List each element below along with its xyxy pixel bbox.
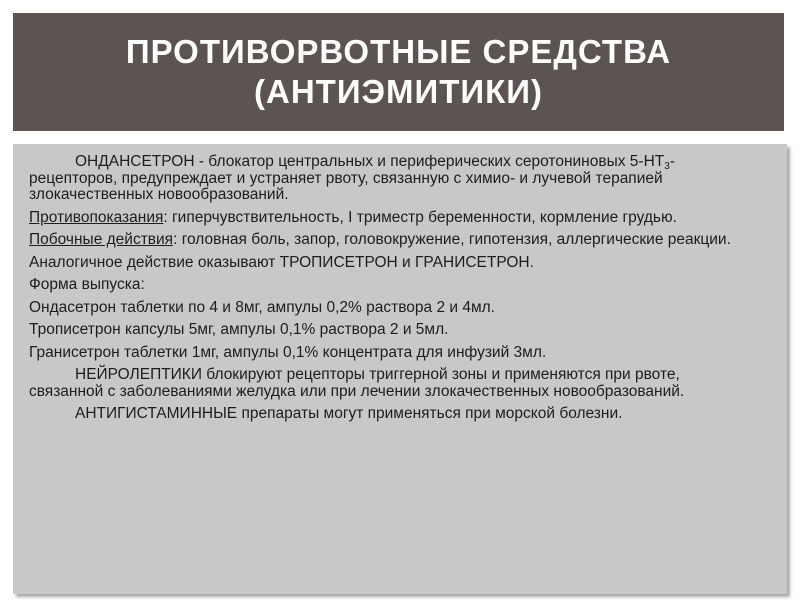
form-header: Форма выпуска: [29, 276, 145, 293]
form-tropisetron: Трописетрон капсулы 5мг, ампулы 0,1% раствора 2 и 5мл. [29, 321, 449, 338]
form-ondansetron: Ондасетрон таблетки по 4 и 8мг, ампулы 0,2% раствора 2 и 4мл. [29, 298, 495, 316]
ondansetron-text-end: -рецепторов, предупреждает и устраняет рвоту, связанную с химио- и лучевой терапией злокачественных новообразований. [29, 153, 675, 203]
contraindications-text: : гиперчувствительность, I триместр беременности, кормление грудью. [163, 208, 677, 226]
form-granisetron: Гранисетрон таблетки 1мг, ампулы 0,1% концентрата для инфузий 3мл. [29, 343, 547, 361]
ondansetron-paragraph [29, 154, 757, 204]
antihistamines-paragraph: АНТИГИСТАМИННЫЕ препараты могут применяться при морской болезни. [75, 405, 623, 422]
slide-title-line-2: (АНТИЭМИТИКИ) [254, 73, 543, 110]
side-effects-paragraph [29, 232, 757, 249]
ondansetron-text-start: ОНДАНСЕТРОН - блокатор центральных и периферических серотониновых 5-НТ [75, 153, 665, 170]
receptor-subscript: 3 [664, 161, 670, 172]
slide-title-line-1: ПРОТИВОРВОТНЫЕ СРЕДСТВА [125, 33, 672, 71]
contraindications-paragraph [29, 210, 757, 227]
contraindications-label: Противопоказания [29, 208, 164, 226]
analog-paragraph: Аналогичное действие оказывают ТРОПИСЕТРОН и ГРАНИСЕТРОН. [29, 253, 534, 271]
side-effects-label: Побочные действия [29, 231, 174, 248]
side-effects-text: : головная боль, запор, головокружение, гипотензия, аллергические реакции. [173, 231, 731, 248]
slide-title [126, 32, 671, 111]
title-bar [13, 13, 784, 131]
content-box [13, 144, 787, 594]
neuroleptics-paragraph: НЕЙРОЛЕПТИКИ блокируют рецепторы триггерной зоны и применяются при рвоте, связанной с заболеваниями желудка или при лечении злокачественных новообразований. [29, 366, 685, 400]
